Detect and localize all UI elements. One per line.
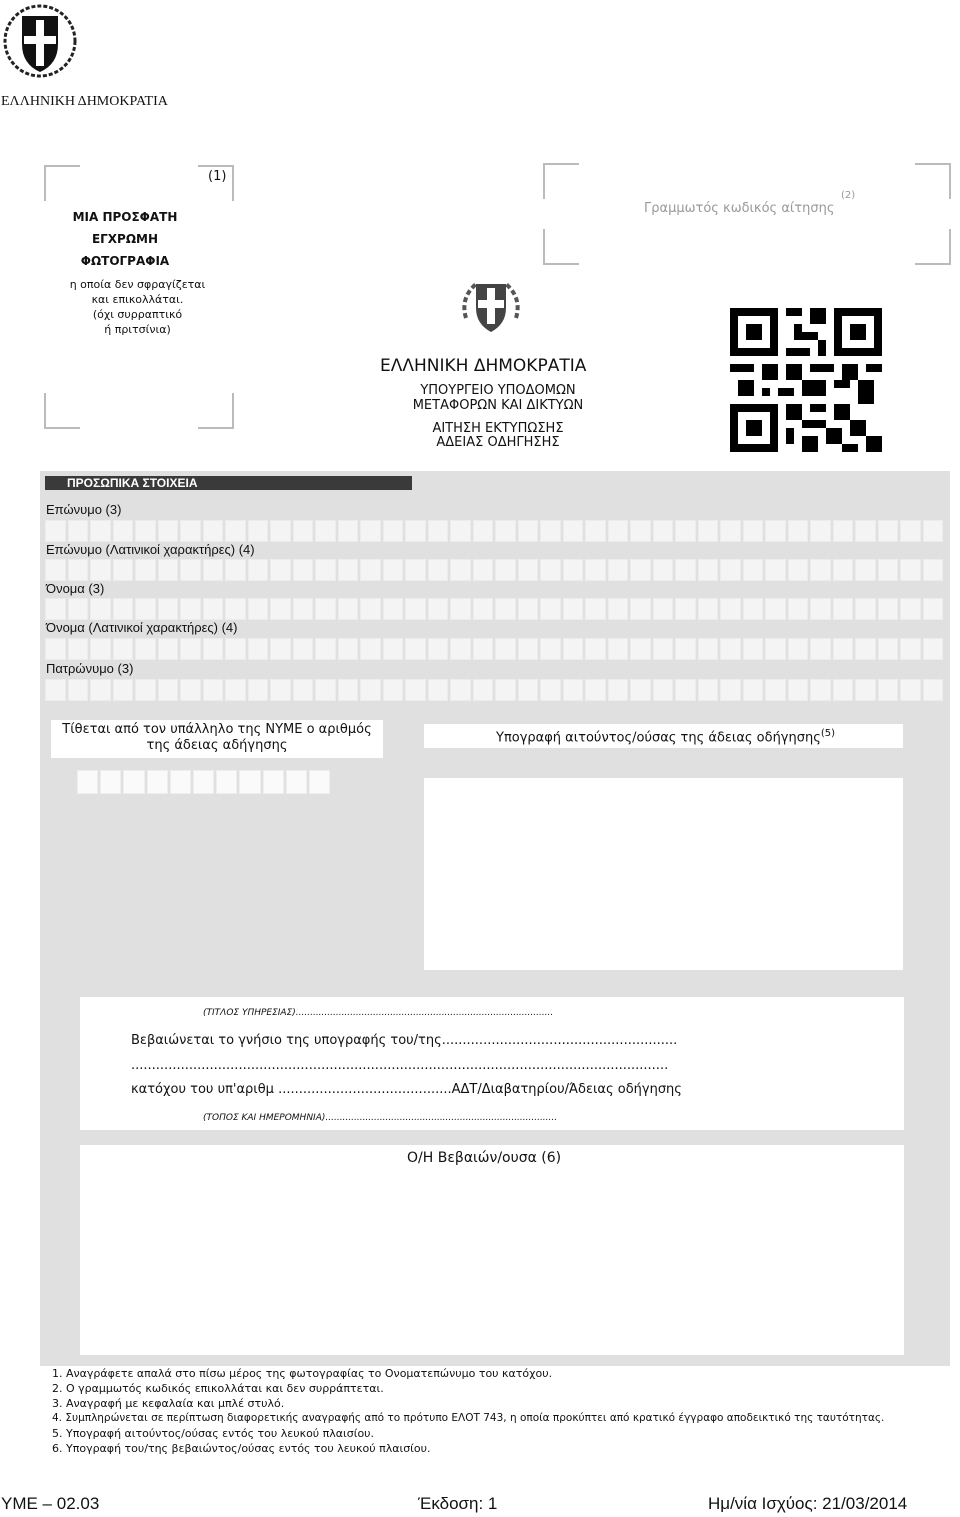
char-cell[interactable] [878, 559, 899, 581]
char-cell[interactable] [68, 598, 89, 620]
char-cell[interactable] [518, 559, 539, 581]
char-cell[interactable] [45, 559, 66, 581]
char-cell[interactable] [473, 638, 494, 660]
certification-line-3: κατόχου του υπ'αριθμ ..........................................ΑΔΤ/Διαβατηρίου/Άδειας οδήγησης [131, 1082, 682, 1097]
char-cell[interactable] [450, 638, 471, 660]
footnote: 2. Ο γραμμωτός κωδικός επικολλάται και δεν συρράπτεται. [52, 1382, 384, 1395]
char-cell[interactable] [147, 770, 168, 794]
surname-latin-input[interactable] [45, 559, 943, 581]
certifier-label: Ο/Η Βεβαιών/ουσα (6) [407, 1150, 562, 1166]
name-latin-input[interactable] [45, 638, 943, 660]
char-cell[interactable] [563, 520, 584, 542]
char-cell[interactable] [450, 520, 471, 542]
char-cell[interactable] [833, 520, 854, 542]
char-cell[interactable] [720, 520, 741, 542]
char-cell[interactable] [518, 598, 539, 620]
photo-marker: (1) [208, 169, 227, 184]
char-cell[interactable] [495, 598, 516, 620]
char-cell[interactable] [833, 638, 854, 660]
char-cell[interactable] [203, 559, 224, 581]
char-cell[interactable] [743, 638, 764, 660]
char-cell[interactable] [900, 638, 921, 660]
char-cell[interactable] [158, 638, 179, 660]
char-cell[interactable] [135, 679, 156, 701]
char-cell[interactable] [563, 679, 584, 701]
char-cell[interactable] [360, 559, 381, 581]
footnotes [52, 1366, 884, 1456]
char-cell[interactable] [540, 638, 561, 660]
char-cell[interactable] [286, 770, 307, 794]
char-cell[interactable] [518, 520, 539, 542]
char-cell[interactable] [765, 598, 786, 620]
char-cell[interactable] [405, 679, 426, 701]
char-cell[interactable] [170, 770, 191, 794]
char-cell[interactable] [405, 598, 426, 620]
char-cell[interactable] [113, 638, 134, 660]
char-cell[interactable] [428, 520, 449, 542]
char-cell[interactable] [878, 520, 899, 542]
center-country: ΕΛΛΗΝΙΚΗ ΔΗΜΟΚΡΑΤΙΑ [380, 356, 587, 376]
char-cell[interactable] [383, 520, 404, 542]
char-cell[interactable] [338, 598, 359, 620]
char-cell[interactable] [180, 679, 201, 701]
char-cell[interactable] [360, 598, 381, 620]
char-cell[interactable] [248, 520, 269, 542]
char-cell[interactable] [428, 598, 449, 620]
footnote: 4. Συμπληρώνεται σε περίπτωση διαφορετικής αναγραφής από το πρότυπο ΕΛΟΤ 743, η οποία προκύπτει από κρατικό έγγραφο αποδεικτικό της ταυτότητας. [52, 1412, 885, 1424]
char-cell[interactable] [270, 679, 291, 701]
char-cell[interactable] [810, 520, 831, 542]
char-cell[interactable] [135, 638, 156, 660]
char-cell[interactable] [833, 559, 854, 581]
char-cell[interactable] [923, 638, 944, 660]
char-cell[interactable] [563, 638, 584, 660]
char-cell[interactable] [315, 559, 336, 581]
char-cell[interactable] [113, 598, 134, 620]
char-cell[interactable] [878, 679, 899, 701]
char-cell[interactable] [45, 638, 66, 660]
char-cell[interactable] [855, 598, 876, 620]
father-name-input[interactable] [45, 679, 943, 701]
char-cell[interactable] [193, 770, 214, 794]
char-cell[interactable] [473, 598, 494, 620]
char-cell[interactable] [225, 638, 246, 660]
char-cell[interactable] [315, 598, 336, 620]
section-title: ΠΡΟΣΩΠΙΚΑ ΣΤΟΙΧΕΙΑ [45, 476, 412, 490]
char-cell[interactable] [113, 559, 134, 581]
char-cell[interactable] [248, 679, 269, 701]
license-number-label: Τίθεται από τον υπάλληλο της ΝΥΜΕ ο αριθμός της άδειας αδήγησης [62, 722, 372, 753]
char-cell[interactable] [653, 598, 674, 620]
license-number-input[interactable] [77, 770, 330, 794]
char-cell[interactable] [113, 679, 134, 701]
char-cell[interactable] [765, 679, 786, 701]
footnote: 5. Υπογραφή αιτούντος/ούσας εντός του λευκού πλαισίου. [52, 1427, 375, 1440]
char-cell[interactable] [833, 598, 854, 620]
char-cell[interactable] [563, 598, 584, 620]
barcode-corner [915, 163, 951, 199]
header-country: ΕΛΛΗΝΙΚΗ ΔΗΜΟΚΡΑΤΙΑ [1, 94, 168, 109]
char-cell[interactable] [383, 598, 404, 620]
char-cell[interactable] [68, 679, 89, 701]
char-cell[interactable] [248, 638, 269, 660]
char-cell[interactable] [788, 520, 809, 542]
char-cell[interactable] [270, 520, 291, 542]
char-cell[interactable] [383, 638, 404, 660]
char-cell[interactable] [630, 598, 651, 620]
char-cell[interactable] [338, 679, 359, 701]
char-cell[interactable] [263, 770, 284, 794]
barcode-label: Γραμμωτός κωδικός αίτησης [644, 201, 835, 216]
char-cell[interactable] [788, 638, 809, 660]
char-cell[interactable] [653, 679, 674, 701]
qr-code-icon [730, 308, 882, 452]
char-cell[interactable] [338, 559, 359, 581]
char-cell[interactable] [720, 638, 741, 660]
photo-corner [44, 393, 80, 429]
char-cell[interactable] [585, 679, 606, 701]
certifier-signature-field[interactable] [80, 1145, 904, 1355]
char-cell[interactable] [765, 520, 786, 542]
barcode-corner [915, 229, 951, 265]
photo-corner [44, 165, 80, 201]
char-cell[interactable] [68, 559, 89, 581]
char-cell[interactable] [855, 638, 876, 660]
char-cell[interactable] [293, 520, 314, 542]
char-cell[interactable] [405, 638, 426, 660]
char-cell[interactable] [90, 679, 111, 701]
char-cell[interactable] [585, 638, 606, 660]
char-cell[interactable] [540, 520, 561, 542]
ministry-name: ΥΠΟΥΡΓΕΙΟ ΥΠΟΔΟΜΩΝ ΜΕΤΑΦΟΡΩΝ ΚΑΙ ΔΙΚΤΥΩΝ [412, 383, 584, 413]
footnote: 3. Αναγραφή με κεφαλαία και μπλέ στυλό. [52, 1397, 285, 1410]
char-cell[interactable] [833, 679, 854, 701]
char-cell[interactable] [450, 679, 471, 701]
char-cell[interactable] [810, 638, 831, 660]
char-cell[interactable] [383, 559, 404, 581]
char-cell[interactable] [698, 598, 719, 620]
char-cell[interactable] [473, 559, 494, 581]
char-cell[interactable] [360, 679, 381, 701]
char-cell[interactable] [225, 598, 246, 620]
char-cell[interactable] [45, 598, 66, 620]
ministry-emblem-icon [458, 278, 524, 338]
char-cell[interactable] [608, 520, 629, 542]
char-cell[interactable] [540, 598, 561, 620]
char-cell[interactable] [810, 559, 831, 581]
char-cell[interactable] [563, 559, 584, 581]
char-cell[interactable] [608, 559, 629, 581]
char-cell[interactable] [45, 520, 66, 542]
char-cell[interactable] [90, 520, 111, 542]
char-cell[interactable] [135, 520, 156, 542]
char-cell[interactable] [428, 638, 449, 660]
char-cell[interactable] [113, 520, 134, 542]
char-cell[interactable] [315, 679, 336, 701]
char-cell[interactable] [405, 559, 426, 581]
char-cell[interactable] [203, 598, 224, 620]
photo-note: η οποία δεν σφραγίζεται και επικολλάται. (όχι συρραπτικό ή πριτσίνια) [69, 278, 206, 336]
char-cell[interactable] [203, 638, 224, 660]
char-cell[interactable] [338, 638, 359, 660]
char-cell[interactable] [203, 520, 224, 542]
char-cell[interactable] [810, 598, 831, 620]
char-cell[interactable] [495, 638, 516, 660]
char-cell[interactable] [630, 559, 651, 581]
char-cell[interactable] [855, 679, 876, 701]
service-title: (ΤΙΤΛΟΣ ΥΠΗΡΕΣΙΑΣ).......................................................................................... [203, 1008, 554, 1018]
field-label-father-name: Πατρώνυμο (3) [46, 661, 134, 676]
field-label-name: Όνομα (3) [46, 581, 105, 596]
photo-title: ΜΙΑ ΠΡΟΣΦΑΤΗ ΕΓΧΡΩΜΗ ΦΩΤΟΓΡΑΦΙΑ [72, 210, 178, 268]
footer-edition: Έκδοση: 1 [418, 1494, 498, 1513]
char-cell[interactable] [383, 679, 404, 701]
char-cell[interactable] [309, 770, 330, 794]
barcode-corner [543, 229, 579, 265]
char-cell[interactable] [810, 679, 831, 701]
char-cell[interactable] [788, 559, 809, 581]
char-cell[interactable] [405, 520, 426, 542]
signature-field[interactable] [424, 778, 903, 970]
char-cell[interactable] [923, 598, 944, 620]
char-cell[interactable] [788, 598, 809, 620]
char-cell[interactable] [923, 520, 944, 542]
field-label-surname-latin: Επώνυμο (Λατινικοί χαρακτήρες) (4) [46, 542, 255, 557]
char-cell[interactable] [360, 638, 381, 660]
char-cell[interactable] [675, 520, 696, 542]
char-cell[interactable] [473, 520, 494, 542]
char-cell[interactable] [855, 520, 876, 542]
char-cell[interactable] [360, 520, 381, 542]
char-cell[interactable] [293, 598, 314, 620]
char-cell[interactable] [518, 679, 539, 701]
char-cell[interactable] [293, 638, 314, 660]
char-cell[interactable] [900, 679, 921, 701]
char-cell[interactable] [495, 520, 516, 542]
char-cell[interactable] [765, 638, 786, 660]
coat-of-arms-icon [2, 2, 78, 80]
footer-code: ΥΜΕ – 02.03 [1, 1494, 100, 1513]
char-cell[interactable] [45, 679, 66, 701]
char-cell[interactable] [720, 679, 741, 701]
barcode-corner [543, 163, 579, 199]
char-cell[interactable] [495, 559, 516, 581]
char-cell[interactable] [653, 559, 674, 581]
footer-effective-date: Ημ/νία Ισχύος: 21/03/2014 [708, 1494, 908, 1513]
char-cell[interactable] [698, 559, 719, 581]
field-label-name-latin: Όνομα (Λατινικοί χαρακτήρες) (4) [46, 620, 238, 635]
char-cell[interactable] [180, 520, 201, 542]
char-cell[interactable] [180, 638, 201, 660]
char-cell[interactable] [518, 638, 539, 660]
char-cell[interactable] [878, 598, 899, 620]
footnote: 1. Αναγράφετε απαλά στο πίσω μέρος της φωτογραφίας το Ονοματεπώνυμο του κατόχου. [52, 1367, 553, 1380]
char-cell[interactable] [293, 679, 314, 701]
name-input[interactable] [45, 598, 943, 620]
char-cell[interactable] [630, 679, 651, 701]
char-cell[interactable] [653, 520, 674, 542]
char-cell[interactable] [900, 559, 921, 581]
char-cell[interactable] [68, 638, 89, 660]
surname-input[interactable] [45, 520, 943, 542]
certification-line-1: Βεβαιώνεται το γνήσιο της υπογραφής του/της......................................................... [131, 1033, 678, 1048]
char-cell[interactable] [428, 679, 449, 701]
char-cell[interactable] [428, 559, 449, 581]
char-cell[interactable] [653, 638, 674, 660]
footnote: 6. Υπογραφή του/της βεβαιώντος/ούσας εντός του λευκού πλαισίου. [52, 1442, 431, 1455]
char-cell[interactable] [100, 770, 121, 794]
char-cell[interactable] [540, 559, 561, 581]
char-cell[interactable] [698, 638, 719, 660]
signature-marker: (5) [820, 728, 836, 739]
char-cell[interactable] [743, 679, 764, 701]
char-cell[interactable] [216, 770, 237, 794]
char-cell[interactable] [158, 679, 179, 701]
char-cell[interactable] [630, 520, 651, 542]
char-cell[interactable] [675, 638, 696, 660]
char-cell[interactable] [630, 638, 651, 660]
char-cell[interactable] [855, 559, 876, 581]
char-cell[interactable] [158, 520, 179, 542]
char-cell[interactable] [123, 770, 144, 794]
char-cell[interactable] [608, 598, 629, 620]
char-cell[interactable] [315, 638, 336, 660]
char-cell[interactable] [225, 520, 246, 542]
char-cell[interactable] [239, 770, 260, 794]
char-cell[interactable] [203, 679, 224, 701]
char-cell[interactable] [720, 598, 741, 620]
char-cell[interactable] [743, 520, 764, 542]
char-cell[interactable] [270, 638, 291, 660]
barcode-marker: (2) [841, 190, 856, 201]
char-cell[interactable] [450, 559, 471, 581]
char-cell[interactable] [225, 559, 246, 581]
char-cell[interactable] [270, 598, 291, 620]
char-cell[interactable] [765, 559, 786, 581]
char-cell[interactable] [900, 520, 921, 542]
char-cell[interactable] [788, 679, 809, 701]
char-cell[interactable] [180, 598, 201, 620]
char-cell[interactable] [248, 559, 269, 581]
char-cell[interactable] [878, 638, 899, 660]
char-cell[interactable] [90, 559, 111, 581]
char-cell[interactable] [473, 679, 494, 701]
char-cell[interactable] [450, 598, 471, 620]
char-cell[interactable] [720, 559, 741, 581]
char-cell[interactable] [68, 520, 89, 542]
char-cell[interactable] [338, 520, 359, 542]
char-cell[interactable] [675, 559, 696, 581]
char-cell[interactable] [900, 598, 921, 620]
char-cell[interactable] [315, 520, 336, 542]
char-cell[interactable] [585, 598, 606, 620]
char-cell[interactable] [248, 598, 269, 620]
char-cell[interactable] [540, 679, 561, 701]
char-cell[interactable] [225, 679, 246, 701]
char-cell[interactable] [698, 679, 719, 701]
char-cell[interactable] [158, 559, 179, 581]
char-cell[interactable] [585, 520, 606, 542]
photo-corner [198, 393, 234, 429]
char-cell[interactable] [135, 598, 156, 620]
char-cell[interactable] [293, 559, 314, 581]
char-cell[interactable] [675, 598, 696, 620]
document-title: ΑΙΤΗΣΗ ΕΚΤΥΠΩΣΗΣ ΑΔΕΙΑΣ ΟΔΗΓΗΣΗΣ [432, 421, 564, 450]
certification-line-2: .................................................................................................................................. [131, 1058, 669, 1073]
char-cell[interactable] [585, 559, 606, 581]
field-label-surname: Επώνυμο (3) [46, 502, 122, 517]
char-cell[interactable] [743, 598, 764, 620]
char-cell[interactable] [270, 559, 291, 581]
char-cell[interactable] [90, 638, 111, 660]
char-cell[interactable] [135, 559, 156, 581]
char-cell[interactable] [743, 559, 764, 581]
char-cell[interactable] [923, 679, 944, 701]
char-cell[interactable] [675, 679, 696, 701]
char-cell[interactable] [77, 770, 98, 794]
char-cell[interactable] [90, 598, 111, 620]
char-cell[interactable] [698, 520, 719, 542]
char-cell[interactable] [608, 679, 629, 701]
char-cell[interactable] [158, 598, 179, 620]
char-cell[interactable] [923, 559, 944, 581]
signature-label: Υπογραφή αιτούντος/ούσας της άδειας οδήγησης$^{(5)}$ [496, 728, 836, 746]
char-cell[interactable] [608, 638, 629, 660]
char-cell[interactable] [495, 679, 516, 701]
place-date: (ΤΟΠΟΣ ΚΑΙ ΗΜΕΡΟΜΗΝΙΑ)................................................................................. [203, 1113, 558, 1123]
char-cell[interactable] [180, 559, 201, 581]
